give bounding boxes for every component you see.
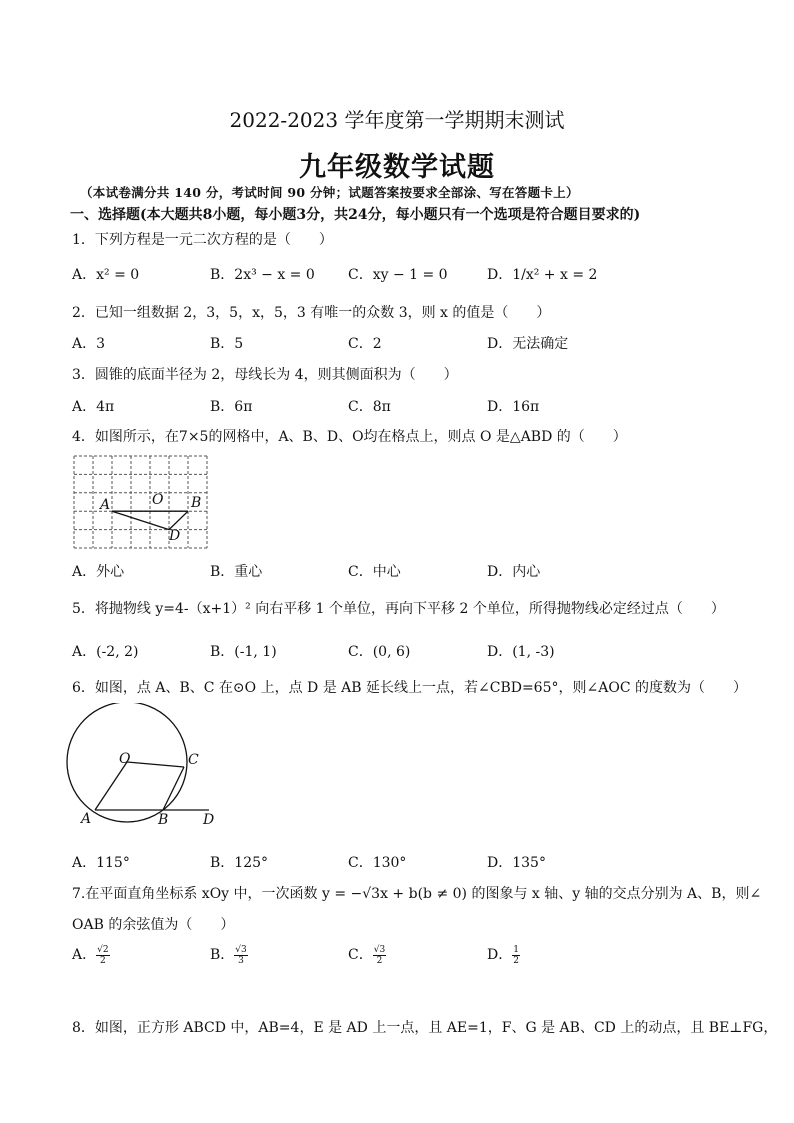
question-6-stem: 6．如图，点 A、B、C 在⊙O 上，点 D 是 AB 延长线上一点，若∠CBD=65°，则∠AOC 的度数为（ ） bbox=[72, 680, 747, 696]
q4-option-d: D．内心 bbox=[487, 564, 541, 580]
q5-option-a: A．(-2, 2) bbox=[72, 644, 139, 660]
q4-option-c: C．中心 bbox=[348, 564, 401, 580]
q1-option-d: D．1/x² + x = 2 bbox=[487, 267, 598, 283]
q7-option-b: B． $\frac{√3}{3}$ bbox=[210, 944, 247, 966]
question-3-stem: 3．圆锥的底面半径为 2，母线长为 4，则其侧面积为（ ） bbox=[72, 367, 458, 383]
q2-option-a: A．3 bbox=[72, 336, 106, 352]
q1-option-b: B．2x³ − x = 0 bbox=[210, 267, 315, 283]
q1-option-c: C．xy − 1 = 0 bbox=[348, 267, 448, 283]
q2-option-b: B．5 bbox=[210, 336, 244, 352]
circle-label-b: B bbox=[158, 812, 169, 828]
q4-option-b: B．重心 bbox=[210, 564, 263, 580]
question-1-stem: 1．下列方程是一元二次方程的是（ ） bbox=[72, 232, 333, 248]
q7-option-c: C． $\frac{√3}{2}$ bbox=[348, 944, 386, 966]
q3-option-a: A．4π bbox=[72, 399, 115, 415]
question-2-stem: 2．已知一组数据 2，3，5，x，5，3 有唯一的众数 3，则 x 的值是（ ） bbox=[72, 305, 551, 321]
q7-option-d: D． $\frac{1}{2}$ bbox=[487, 944, 519, 966]
question-5-stem: 5．将抛物线 y=4-（x+1）² 向右平移 1 个单位，再向下平移 2 个单位，所得抛物线必定经过点（ ） bbox=[72, 601, 725, 617]
circle-label-c: C bbox=[188, 752, 199, 768]
circle-label-a: A bbox=[81, 811, 92, 827]
exam-subject: 九年级数学试题 bbox=[299, 152, 495, 183]
q4-option-a: A．外心 bbox=[72, 564, 125, 580]
q7-option-a: A． $\frac{√2}{2}$ bbox=[72, 944, 109, 966]
question-4-stem: 4．如图所示，在7×5的网格中，A、B、D、O均在格点上，则点 O 是△ABD 的（ ） bbox=[72, 429, 627, 445]
q2-option-d: D．无法确定 bbox=[487, 336, 569, 352]
circle-label-o: O bbox=[119, 751, 131, 767]
q5-option-c: C．(0, 6) bbox=[348, 644, 411, 660]
circle-label-d: D bbox=[203, 812, 215, 828]
grid-figure bbox=[70, 452, 215, 554]
q2-option-c: C．2 bbox=[348, 336, 382, 352]
exam-title: 2022-2023 学年度第一学期期末测试 bbox=[229, 108, 565, 132]
q6-option-b: B．125° bbox=[210, 855, 269, 871]
question-7-stem-line1: 7.在平面直角坐标系 xOy 中，一次函数 y = −√3x + b(b ≠ 0) 的图象与 x 轴、y 轴的交点分别为 A、B，则∠ bbox=[72, 886, 762, 902]
q3-option-d: D．16π bbox=[487, 399, 540, 415]
q5-option-d: D．(1, -3) bbox=[487, 644, 555, 660]
q3-option-c: C．8π bbox=[348, 399, 391, 415]
q6-option-d: D．135° bbox=[487, 855, 546, 871]
grid-label-b: B bbox=[191, 495, 202, 511]
question-8-stem: 8．如图，正方形 ABCD 中，AB=4，E 是 AD 上一点，且 AE=1，F、G 是 AB、CD 上的动点，且 BE⊥FG， bbox=[72, 1020, 778, 1036]
grid-label-o: O bbox=[152, 492, 164, 508]
circle-figure bbox=[66, 703, 226, 833]
q6-option-a: A．115° bbox=[72, 855, 130, 871]
q5-option-b: B．(-1, 1) bbox=[210, 644, 277, 660]
grid-label-a: A bbox=[100, 497, 111, 513]
q3-option-b: B．6π bbox=[210, 399, 253, 415]
q1-option-a: A．x² = 0 bbox=[72, 267, 140, 283]
exam-note: （本试卷满分共 140 分，考试时间 90 分钟；试题答案按要求全部涂、写在答题卡上） bbox=[80, 185, 579, 200]
q6-option-c: C．130° bbox=[348, 855, 407, 871]
section-heading: 一、选择题(本大题共8小题，每小题3分，共24分，每小题只有一个选项是符合题目要求的) bbox=[70, 207, 641, 223]
question-7-stem-line2: OAB 的余弦值为（ ） bbox=[72, 917, 235, 933]
grid-label-d: D bbox=[169, 528, 181, 544]
